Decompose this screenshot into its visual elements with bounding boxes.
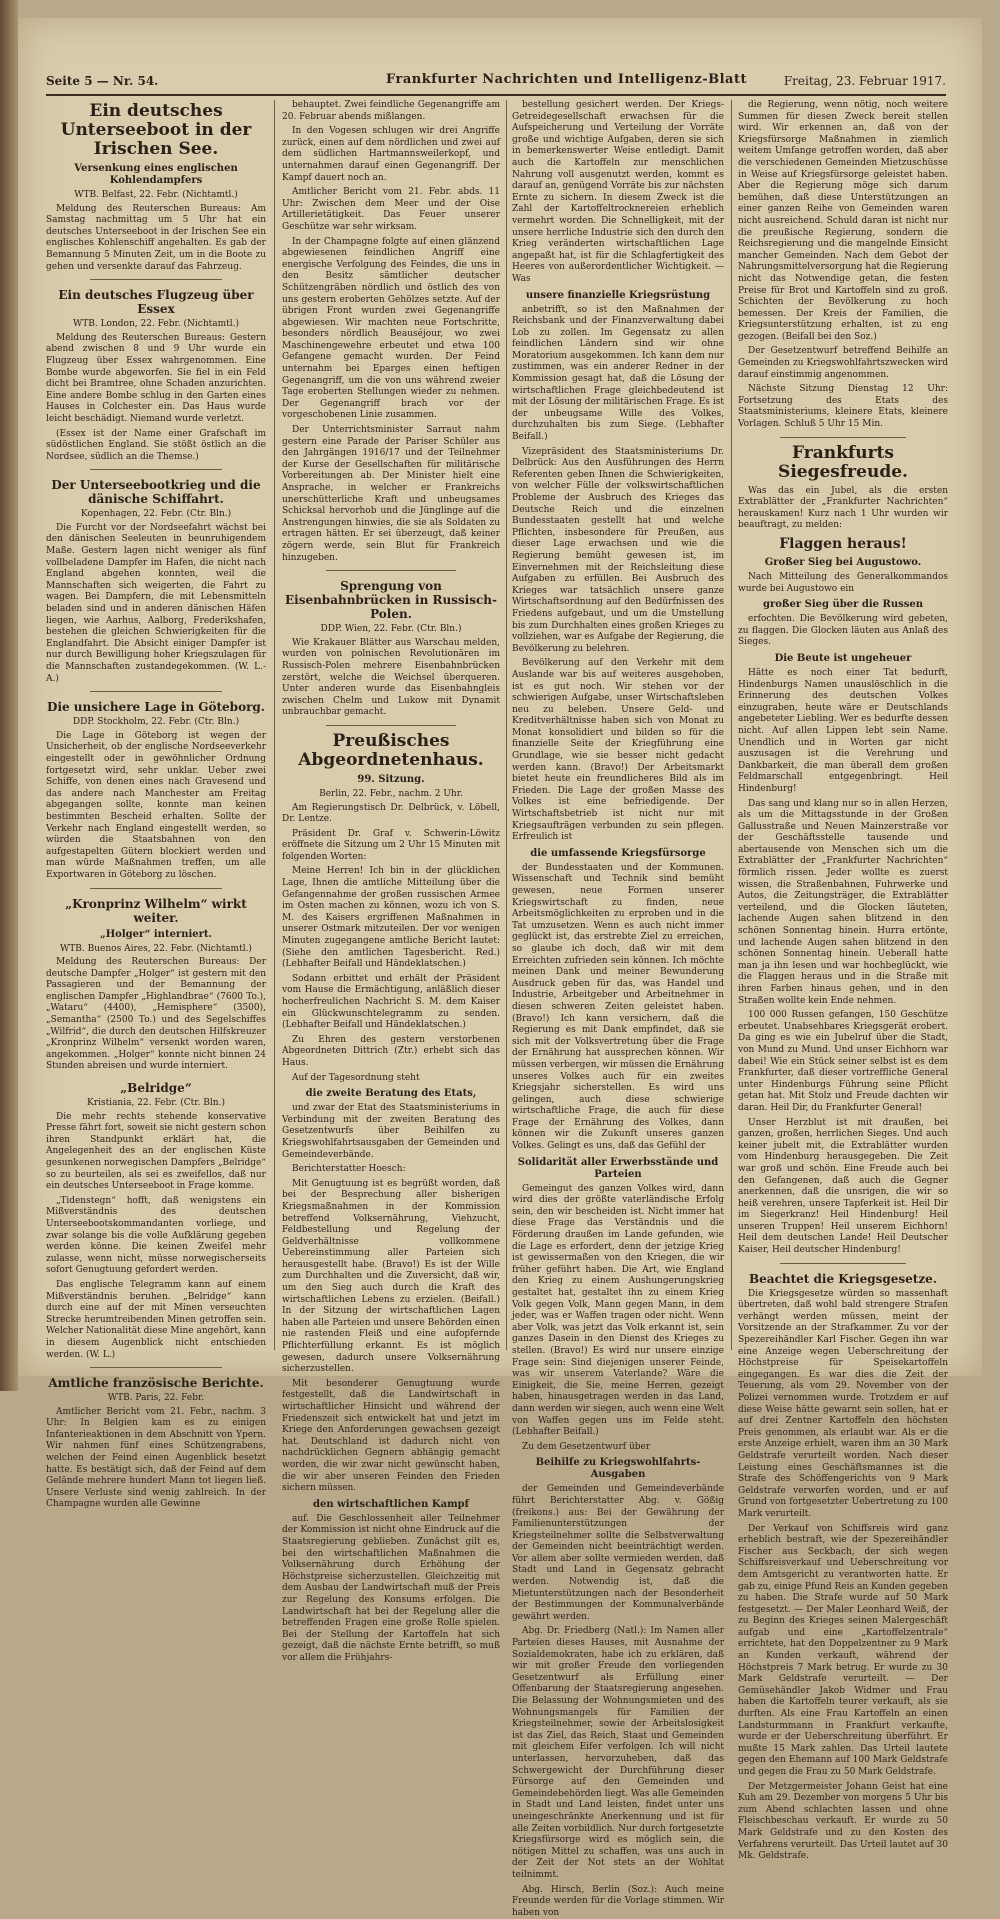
- separator: [90, 691, 222, 692]
- article-title: Der Unterseebootkrieg und die dänische Schiffahrt.: [46, 478, 266, 506]
- paragraph: Die mehr rechts stehende konservative Presse fährt fort, soweit sie nicht gestern schon ihren Standpunkt erklärt hat, die Angelegenheit des an der englischen Küste gesunkenen norwegischen Dampfers „Belridge“ so zu beurteilen, als sei es zweifellos, daß nur ein deutsches Unterseeboot in Frage komme.: [46, 1112, 266, 1193]
- dateline: WTB. Paris, 22. Febr.: [46, 1393, 266, 1405]
- paragraph: Abg. Hirsch, Berlin (Soz.): Auch meine Freunde werden für die Vorlage stimmen. Wir haben von: [512, 1885, 724, 1919]
- paragraph: In der Champagne folgte auf einen glänzend abgewiesenen feindlichen Angriff eine energische Verfolgung des Feindes, die uns in den Besitz sämtlicher deutscher Schützengräben nördlich und östlich des von uns gestern eroberten Gehölzes setzte. Auf der übrigen Front wurden zwei Gegenangriffe abgewiesen. Wir machten neue Fortschritte, besonders nördlich Beauséjour, wo zwei Maschinengewehre erbeutet und etwa 100 Gefangene gemacht wurden. Der Feind unternahm bei Eparges einen heftigen Gegenangriff, um die von uns während zweier Tage eroberten Stellungen wieder zu nehmen. Der Gegenangriff brach vor der vorgeschobenen Linie zusammen.: [282, 237, 500, 423]
- paragraph: auf. Die Geschlossenheit aller Teilnehmer der Kommission ist nicht ohne Eindruck auf die Staatsregierung geblieben. Zunächst gilt es, bei den wirtschaftlichen Maßnahmen die Volksernährung durch Erhöhung der Höchstpreise sicherzustellen. Gleichzeitig mit dem Ausbau der Landwirtschaft muß der Preis zur Regelung des Konsums erfolgen. Die Landwirtschaft hat bei der Regelung aller die betreffenden Fragen eine große Rolle spielen. Bei der Stellung der Kartoffeln hat sich gezeigt, daß die nächste Ernte betrifft, so muß vor allem die Frühjahrs-: [282, 1514, 500, 1665]
- section-heading: den wirtschaftlichen Kampf: [282, 1499, 500, 1511]
- dateline: Berlin, 22. Febr., nachm. 2 Uhr.: [282, 789, 500, 801]
- paragraph: Nach Mitteilung des Generalkommandos wurde bei Augustowo ein: [738, 572, 948, 595]
- paragraph: Der Metzgermeister Johann Geist hat eine Kuh am 29. Dezember von morgens 5 Uhr bis zum Abend schlachten lassen und ohne Fleischbeschau verkauft. Er wurde zu 50 Mark Geldstrafe und zu den Kosten des Verfahrens verurteilt. Das Urteil lautet auf 30 Mk. Geldstrafe.: [738, 1782, 948, 1863]
- article-title: Frankfurts Siegesfreude.: [738, 444, 948, 482]
- dateline: DDP. Wien, 22. Febr. (Ctr. Bln.): [282, 624, 500, 636]
- section-heading: die zweite Beratung des Etats,: [282, 1088, 500, 1100]
- separator: [90, 279, 222, 280]
- paragraph: Abg. Dr. Friedberg (Natl.): Im Namen aller Parteien dieses Hauses, mit Ausnahme der Sozialdemokraten, habe ich zu erklären, daß wir mit großer Freude den vorliegenden Gesetzentwurf als Erfüllung einer Offenbarung der Staatsregierung angesehen. Die Belassung der Wohnungsmieten und des Wohnungsmangels für Familien der Kriegsteilnehmer, sowie der Arbeitslosigkeit ist das Ziel, das Reich, Staat und Gemeinden mit gleichem Eifer verfolgen. Ich will nicht unterlassen, hervorzuheben, daß das Schwergewicht der Durchführung dieser Fürsorge auf den Gemeinden und Gemeindebehörden liegt. Was alle Gemeinden in Stadt und Land leisten, findet unter uns uneingeschränkte Anerkennung und ist für alle Zeiten vorbildlich. Nur durch fortgesetzte Kriegsfürsorge wird es möglich sein, die nötigen Mittel zu schaffen, was uns auch in der Zeit der Not stets an der Wohltat teilnimmt.: [512, 1626, 724, 1881]
- paragraph: behauptet. Zwei feindliche Gegenangriffe am 20. Februar abends mißlangen.: [282, 100, 500, 123]
- paragraph: Meine Herren! Ich bin in der glücklichen Lage, Ihnen die amtliche Mitteilung über die Gefangennahme der großen russischen Armee im Osten machen zu können, wozu ich von S. M. des Kaisers ergriffenen Maßnahmen in unserer Ostmark mitzuteilen. Der vor wenigen Minuten zugegangene amtliche Bericht lautet: (Siehe den amtlichen Tagesbericht. Red.) (Lebhafter Beifall und Händeklatschen.): [282, 866, 500, 970]
- paragraph: Zu Ehren des gestern verstorbenen Abgeordneten Dittrich (Ztr.) erhebt sich das Haus.: [282, 1035, 500, 1070]
- column-rule: [506, 100, 507, 1350]
- paragraph: Präsident Dr. Graf v. Schwerin-Löwitz eröffnete die Sitzung um 2 Uhr 15 Minuten mit folgenden Worten:: [282, 829, 500, 864]
- paragraph: Unser Herzblut ist mit draußen, bei ganzen, großen, herrlichen Sieges. Und auch keiner jubelt mit, die Extrablätter wurden vom Hindenburg herausgegeben. Die Zeit war groß und schön. Eine Freude auch bei den Gefangenen, daß auch die Gegner anerkennen, daß die unsrigen, die wir so heiß verehren, unsere Tapferkeit ist. Heil Dir im Siegerkranz! Heil Hindenburg! Heil unseren Truppen! Heil unserem Eichhorn! Heil dem deutschen Lande! Heil Deutscher Kaiser, Heil deutscher Hindenburg!: [738, 1118, 948, 1257]
- paragraph: Auf der Tagesordnung steht: [282, 1073, 500, 1085]
- paragraph: Mit besonderer Genugtuung wurde festgestellt, daß die Landwirtschaft in wirtschaftlicher Hinsicht und während der Friedenszeit sich entwickelt hat und jetzt im Kriege den Anforderungen gewachsen gezeigt hat. Deutschland ist dadurch nicht von nachdrücklichen Gegnern abhängig gemacht worden, die wir zwar nicht gewünscht haben, die wir aber unseren Feinden den Frieden sichern müssen.: [282, 1379, 500, 1495]
- separator: [326, 725, 457, 726]
- paragraph: Meldung des Reuterschen Bureaus: Gestern abend zwischen 8 und 9 Uhr wurde ein Flugzeug über Essex wahrgenommen. Eine Bombe wurde abgeworfen. Sie fiel in ein Feld dicht bei Bramtree, ohne Schaden anzurichten. Eine andere Bombe schlug in den Garten eines Hauses in Colchester ein. Das Haus wurde leicht beschädigt. Niemand wurde verletzt.: [46, 333, 266, 426]
- paragraph: bestellung gesichert werden. Der Kriegs-Getreidegesellschaft erwachsen für die Aufspeicherung und Verteilung der Vorräte große und wichtige Aufgaben, deren sie sich in bemerkenswerter Weise entledigt. Damit auch die Kartoffeln zur menschlichen Nahrung voll ausgenutzt werden, kommt es darauf an, genügend Vorräte bis zur nächsten Ernte zu sichern. In diesem Zweck ist die Zahl der Kartoffeltrocknereien erheblich vermehrt worden. Die Schnelligkeit, mit der unsere herrliche Industrie sich den durch den Krieg veränderten wirtschaftlichen Lage angepaßt hat, ist für die Schlagfertigkeit des Heeres von außerordentlicher Wichtigkeit. — Was: [512, 100, 724, 286]
- paragraph: und zwar der Etat des Staatsministeriums in Verbindung mit der zweiten Beratung des Gesetzentwurfs über Beihilfen zu Kriegswohlfahrtsausgaben der Gemeinden und Gemeindeverbände.: [282, 1103, 500, 1161]
- article-title: „Kronprinz Wilhelm“ wirkt weiter.: [46, 897, 266, 925]
- paragraph: Nächste Sitzung Dienstag 12 Uhr: Fortsetzung des Etats des Staatsministeriums, kleinere Etats, kleinere Vorlagen. Schluß 5 Uhr 15 Min.: [738, 384, 948, 430]
- masthead: Frankfurter Nachrichten und Intelligenz-Blatt: [386, 72, 747, 87]
- dateline: Kristiania, 22. Febr. (Ctr. Bln.): [46, 1098, 266, 1110]
- paragraph: Wie Krakauer Blätter aus Warschau melden, wurden von polnischen Revolutionären im Russisch-Polen mehrere Eisenbahnbrücken zerstört, welche die Weichsel überqueren. Unter anderen wurde das Eisenbahngleis zwischen Chelm und Lukow mit Dynamit unbrauchbar gemacht.: [282, 638, 500, 719]
- paragraph: anbetrifft, so ist den Maßnahmen der Reichsbank und der Finanzverwaltung dabei Lob zu zollen. Im Gegensatz zu allen feindlichen Ländern sind wir ohne Moratorium ausgekommen. Ich kann dem nur zustimmen, was ein anderer Redner in der Kommission gesagt hat, daß die Lösung der wirtschaftlichen Frage gleichbedeutend ist mit der Lösung der militärischen Frage. Es ist der unbeugsame Wille des Volkes, durchzuhalten bis zum Siege. (Lebhafter Beifall.): [512, 305, 724, 444]
- page-header: [46, 70, 946, 96]
- paragraph: die Regierung, wenn nötig, noch weitere Summen für diesen Zweck bereit stellen wird. Wir erkennen an, daß von der Kriegsfürsorge Maßnahmen in ziemlich weitem Umfange getroffen worden, daß aber die verschiedenen Gemeinden Mietzuschüsse in Weise auf Kriegsfürsorge geleistet haben. Aber die Regierung möge sich darum bemühen, daß diese Unterstützungen an einer ganzen Reihe von Gemeinden waren nicht ausreichend. Schuld daran ist nicht nur die preußische Regierung, sondern die Reichsregierung und die mangelnde Einsicht mancher Gemeinden. Nach dem Gebot der Nahrungsmittelversorgung hat die Regierung nicht das Notwendige getan, die festen Preise für Brot und Kartoffeln sind zu groß. Schichten der Bevölkerung zu hoch bemessen. Der Kreis der Familien, die Kriegsunterstützung erhalten, ist zu eng gezogen. (Beifall bei den Soz.): [738, 100, 948, 343]
- paragraph: Amtlicher Bericht vom 21. Febr. abds. 11 Uhr: Zwischen dem Meer und der Oise Artillerietätigkeit. Das Feuer unserer Geschütze war sehr wirksam.: [282, 187, 500, 233]
- column-rule: [274, 100, 275, 1350]
- dateline: Kopenhagen, 22. Febr. (Ctr. Bln.): [46, 509, 266, 521]
- article-subtitle: Versenkung eines englischen Kohlendampfers: [46, 163, 266, 187]
- separator: [90, 1367, 222, 1368]
- paragraph: Das sang und klang nur so in allen Herzen, als um die Mittagsstunde in der Großen Gallusstraße und Neuen Mainzerstraße vor der Geschäftsstelle tausende und abertausende von Menschen sich um die Extrablätter der „Frankfurter Nachrichten“ förmlich rissen. Jeder wollte es zuerst wissen, die Straßenbahnen, Fuhrwerke und Autos, die Zeitungsträger, die Extrablätter verteilend, und die Glocken läuteten, lachende Augen sahen blitzend in den schönen Sonnentag hinein. Hurra ertönte, und lachende Augen sahen blitzend in den schönen Sonnentag hinein. Ueberall hatte man ja ihn lesen und war hochbeglückt, wie die Flaggen heraus und in die Straße mit ihren Farben hinaus gehen, und in den Straßen wollte kein Ende nehmen.: [738, 799, 948, 1008]
- paragraph: Zu dem Gesetzentwurf über: [512, 1442, 724, 1454]
- paragraph: Hätte es noch einer Tat bedurft, Hindenburgs Namen unauslöschlich in die Erinnerung des deutschen Volkes einzugraben, heute wäre er Deutschlands angebeteter Liebling. Wer es bedurfte dessen nicht. Auf allen Lippen lebt sein Name. Unendlich und in Worten gar nicht auszusagen ist die Verehrung und Dankbarkeit, die man überall dem großen Feldmarschall entgegenbringt. Heil Hindenburg!: [738, 668, 948, 796]
- article-title: Ein deutsches Flugzeug über Essex: [46, 288, 266, 316]
- section-heading: Beihilfe zu Kriegswohlfahrts-Ausgaben: [512, 1457, 724, 1481]
- paragraph: „Tidenstegn“ hofft, daß wenigstens ein Mißverständnis des deutschen Unterseebootskommandanten vorliege, und zwar solange bis die volle Aufklärung gegeben werden könne. Die keinen Zweifel mehr zulasse, wenn nicht, müsse norwegischerseits sofort Genugtuung gefordert werden.: [46, 1196, 266, 1277]
- article-title: Sprengung von Eisenbahnbrücken in Russisch-Polen.: [282, 579, 500, 621]
- paragraph: Die Furcht vor der Nordseefahrt wächst bei den dänischen Seeleuten in beunruhigendem Maße. Gestern lagen nicht weniger als fünf vollbeladene Dampfer im Hafen, die nicht nach England abgehen konnten, weil die Mannschaften sich weigerten, die Fahrt zu wagen. Bei Dampfern, die mit Lebensmitteln beladen sind und in anderen dänischen Häfen liegen, wie Aarhus, Aalborg, Frederikshafen, bestehen die gleichen Schwierigkeiten für die Englandfahrt. Die Absicht einiger Dampfer ist nur durch Bewilligung hoher Kriegszulagen für die Mannschaften zustandegekommen. (W. L.-A.): [46, 523, 266, 685]
- column-4: [738, 100, 948, 1350]
- article-title: „Belridge“: [46, 1081, 266, 1095]
- paragraph: Was das ein Jubel, als die ersten Extrablätter der „Frankfurter Nachrichten“ herauskamen! Kurz nach 1 Uhr wurden wir beauftragt, zu melden:: [738, 486, 948, 532]
- article-subtitle: 99. Sitzung.: [282, 774, 500, 786]
- article-title: Die unsichere Lage in Göteborg.: [46, 700, 266, 714]
- paragraph: der Bundesstaaten und der Kommunen. Wissenschaft und Technik sind bemüht gewesen, neue Formen unserer Kriegswirtschaft zu finden, neue Arbeitsmöglichkeiten zu erproben und in die Tat umzusetzen. Wenn es auch nicht immer geglückt ist, das erstrebte Ziel zu erreichen, so glaube ich doch, daß wir mit dem Erreichten zufrieden sein können. Ich möchte meinen Dank und meiner Bewunderung Ausdruck geben für das, was Handel und Industrie, Arbeitgeber und Arbeitnehmer in diesen schweren Zeiten geleistet haben. (Bravo!) Ich kann versichern, daß die Regierung es mit Dank empfindet, daß sie sich mit der Volksvertretung über die Frage der Ernährung hat aussprechen können. Wir müssen verbergen, wir müssen die Ernährung unseres Volkes auch für ein zweites Kriegsjahr sicherstellen. Es wird uns gelingen, auch diese schwierige wirtschaftliche Frage, die auch für diese Frage der Ernährung des Volkes, dann können wir die Zukunft unseres ganzen Volkes. Gelingt es uns, daß das Gefühl der: [512, 863, 724, 1153]
- section-heading: unsere finanzielle Kriegsrüstung: [512, 290, 724, 302]
- dateline: WTB. Buenos Aires, 22. Febr. (Nichtamtl.): [46, 944, 266, 956]
- paragraph: In den Vogesen schlugen wir drei Angriffe zurück, einen auf dem nördlichen und zwei auf dem südlichen Hartmannsweilerkopf, und unternahmen darauf einen Gegenangriff. Der Kampf dauert noch an.: [282, 126, 500, 184]
- banner-subheadline: großer Sieg über die Russen: [738, 599, 948, 611]
- dateline: WTB. Belfast, 22. Febr. (Nichtamtl.): [46, 190, 266, 202]
- banner-headline: Flaggen heraus!: [738, 536, 948, 553]
- article-title: Preußisches Abgeordnetenhaus.: [282, 732, 500, 770]
- page-number: Seite 5 — Nr. 54.: [46, 74, 158, 88]
- paragraph: Berichterstatter Hoesch:: [282, 1164, 500, 1176]
- paragraph: Der Verkauf von Schiffsreis wird ganz erheblich bestraft, wie der Spezereihändler Fischer aus Seckbach, der sich wegen Schiffsreisverkauf und Ueberschreitung vor dem Amtsgericht zu verantworten hatte. Er gab zu, einige Pfund Reis an Kunden gegeben zu haben. Die Strafe wurde auf 50 Mark festgesetzt. — Der Maler Leonhard Weiß, der zu Beginn des Krieges seinen Malergeschäft aufgab und eine „Kartoffelzentrale“ errichtete, hat den Doppelzentner zu 9 Mark an Kunden verkauft, während der Höchstpreis 7 Mark betrug. Er wurde zu 30 Mark Geldstrafe verurteilt. — Der Gemüsehändler Jakob Widmer und Frau haben die Kartoffeln teurer verkauft, als sie durften. Als eine Frau Kartoffeln an einen Landsturmmann in Frankfurt verkaufte, wurde er der Ueberschreitung überführt. Er mußte 15 Mark zahlen. Das Urteil lautete gegen den Ehemann auf 100 Mark Geldstrafe und gegen die Frau zu 50 Mark Geldstrafe.: [738, 1524, 948, 1779]
- article-subtitle: „Holger“ interniert.: [46, 929, 266, 941]
- paragraph: der Gemeinden und Gemeindeverbände führt Berichterstatter Abg. v. Gößig (freikons.) aus: Bei der Gewährung der Familienunterstützungen der Kriegsteilnehmer sollte die Selbstverwaltung der Gemeinden nicht beeinträchtigt werden. Vor allem aber sollte vermieden werden, daß Stadt und Land in Gegensatz gebracht werden. Notwendig ist, daß die Mietunterstützungen nach der Besonderheit der Bestimmungen der Kommunalverbände gewährt werden.: [512, 1484, 724, 1623]
- dateline: WTB. London, 22. Febr. (Nichtamtl.): [46, 319, 266, 331]
- separator: [780, 437, 906, 438]
- column-1: [46, 100, 266, 1350]
- section-heading: die umfassende Kriegsfürsorge: [512, 848, 724, 860]
- paragraph: Meldung des Reuterschen Bureaus: Der deutsche Dampfer „Holger“ ist gestern mit den Passagieren und der Bemannung der englischen Dampfer „Highlandbrae“ (7600 To.), „Wataru“ (4400), „Hemisphere“ (3500), „Semantha“ (2500 To.) und des Segelschiffes „Wilfrid“, die durch den deutschen Hilfskreuzer „Kronprinz Wilhelm“ versenkt worden waren, angekommen. „Holger“ konnte nicht binnen 24 Stunden abreisen und wurde interniert.: [46, 957, 266, 1073]
- paragraph: Vizepräsident des Staatsministeriums Dr. Delbrück: Aus den Ausführungen des Herrn Referenten geben Ihnen die Schwierigkeiten, von welcher Fülle der volkswirtschaftlichen Probleme der Ausbruch des Krieges das Deutsche Reich und die einzelnen Bundesstaaten gestellt hat und welche Pflichten, insbesondere für Preußen, aus dieser Lage erwachsen und wie die Regierung bemüht gewesen ist, im Einvernehmen mit der Reichsleitung diese Aufgaben zu erfüllen. Bei Ausbruch des Krieges war tatsächlich unsere ganze Wirtschaftsordnung auf den Bedürfnissen des Friedens aufgebaut, und um die Umstellung bis zum Durchhalten eines großen Krieges zu vollziehen, war es Aufgabe der Regierung, die Bevölkerung zu belehren.: [512, 447, 724, 656]
- paragraph: Der Unterrichtsminister Sarraut nahm gestern eine Parade der Pariser Schüler aus den Jahrgängen 1916/17 und der Teilnehmer der Kurse der Gesellschaften für militärische Vorbereitungen ab. Der Minister hielt eine Ansprache, in welcher er Frankreichs unerschütterliche Kraft und unbeugsames Schicksal hervorhob und die Jünglinge auf die Anstrengungen hinwies, die sie als Soldaten zu ertragen hätten. Er sei überzeugt, daß keiner zögern werde, sein Blut für Frankreich hinzugeben.: [282, 425, 500, 564]
- paragraph: Die Lage in Göteborg ist wegen der Unsicherheit, ob der englische Nordseeverkehr eingestellt oder in gewöhnlicher Ordnung fortgesetzt wird, sehr unklar. Ueber zwei Schiffe, von denen eines nach Gravesend und das andere nach Manchester am Freitag abgegangen sollte, konnte man keinen bestimmten Bescheid erhalten. Sollte der Verkehr nach England eingestellt werden, so würden die Staatsbahnen von den aufgestapelten Gütern blockiert werden und man würde Maßnahmen treffen, um alle Exportwaren in Göteborg zu löschen.: [46, 731, 266, 882]
- separator: [90, 888, 222, 889]
- section-heading: Solidarität aller Erwerbsstände und Parteien: [512, 1157, 724, 1181]
- banner-subheadline: Großer Sieg bei Augustowo.: [738, 557, 948, 569]
- book-binding: [0, 0, 18, 1391]
- section-heading: Die Beute ist ungeheuer: [738, 653, 948, 665]
- column-3: [512, 100, 724, 1350]
- paragraph: Der Gesetzentwurf betreffend Beihilfe an Gemeinden zu Kriegswohlfahrtszwecken wird darauf einstimmig angenommen.: [738, 346, 948, 381]
- separator: [780, 1263, 906, 1264]
- column-2: [282, 100, 500, 1350]
- paragraph: Gemeingut des ganzen Volkes wird, dann wird dies der größte vaterländische Erfolg sein, den wir bescheiden ist. Nicht immer hat diese Frage das Verständnis und die Förderung draußen im Lande gefunden, wie die Lage es erfordert, denn der jetzige Krieg ist gewissermaßen von den Kriegen, die wir früher geführt haben. Die Art, wie England den Krieg zu einem Aushungerungskrieg gestaltet hat, gestaltet ihn zu einem Krieg Volk gegen Volk, Mann gegen Mann, in dem jeder, was er Waffen tragen oder nicht. Wenn aber Volk, was jetzt das Volk erkannt ist, sein ganzes Dasein in den Dienst des Krieges zu stellen. (Bravo!) Es wird nur unsere einzige Frage sein: Sind diejenigen unserer Feinde, was wir unserem Vaterlande? Wäre die Einigkeit, die Sie, meine Herren, gezeigt haben, hinausgetragen werden in das Land, dann werden wir siegen, auch wenn eine Welt von Waffen gegen uns im Felde steht. (Lebhafter Beifall.): [512, 1184, 724, 1439]
- paragraph: Meldung des Reuterschen Bureaus: Am Samstag nachmittag um 5 Uhr hat ein deutsches Unterseeboot in der Irischen See ein englisches Kohlenschiff angehalten. Es gab der Bemannung 5 Minuten Zeit, um in die Boote zu gehen und versenkte darauf das Fahrzeug.: [46, 204, 266, 274]
- article-title: Ein deutsches Unterseeboot in der Irischen See.: [46, 102, 266, 159]
- paragraph: Die Kriegsgesetze würden so massenhaft übertreten, daß wohl bald strengere Strafen verhängt werden müssen, meint der Vorsitzende an der Strafkammer. Zu vor der Spezereihändler Karl Fischer. Gegen ihn war eine Anzeige wegen Ueberschreitung der Höchstpreise für Speisekartoffeln eingegangen. Es war dies die Zeit der Teuerung, als vom 29. November von der Polizei vernommen wurde. Trotzdem er auf diese Weise hätte gewarnt sein sollen, hat er auf drei Zentner Kartoffeln den höchsten Preis genommen, als erlaubt war. Als er die erste Anzeige erhielt, waren ihm an 30 Mark Geldstrafe verurteilt worden. Nach dieser Leistung eines Geschäftsmannes ist die Strafe des Schöffengerichts von 9 Mark Geldstrafe verworfen worden, und er auf Grund von fortgesetzter Uebertretung zu 100 Mark verurteilt.: [738, 1289, 948, 1521]
- paragraph: Das englische Telegramm kann auf einem Mißverständnis beruhen. „Belridge“ kann durch eine auf der mit Minen verseuchten Strecke herumtreibenden Minen getroffen sein. Welcher Nationalität diese Mine angehört, kann in diesem Augenblick nicht entschieden werden. (W. L.): [46, 1280, 266, 1361]
- separator: [326, 570, 457, 571]
- paragraph: (Essex ist der Name einer Grafschaft im südöstlichen England. Sie stößt östlich an die Nordsee, südlich an die Themse.): [46, 429, 266, 464]
- paragraph: Sodann erbittet und erhält der Präsident vom Hause die Ermächtigung, anläßlich dieser hocherfreulichen Nachricht S. M. dem Kaiser ein Glückwunschtelegramm zu senden. (Lebhafter Beifall und Händeklatschen.): [282, 974, 500, 1032]
- dateline: DDP. Stockholm, 22. Febr. (Ctr. Bln.): [46, 717, 266, 729]
- paragraph: Amtlicher Bericht vom 21. Febr., nachm. 3 Uhr: In Belgien kam es zu einigen Infanterieaktionen in dem Abschnitt von Ypern. Wir nahmen fünf eines Schützengrabens, welchen der Feind einen Augenblick besetzt hatte. Es bestätigt sich, daß der Feind auf dem Gelände mehrere hundert Mann tot liegen ließ. Unsere Verluste sind wenig zahlreich. In der Champagne wurden alle Gewinne: [46, 1407, 266, 1511]
- paragraph: 100 000 Russen gefangen, 150 Geschütze erbeutet. Unabsehbares Kriegsgerät erobert. Da ging es wie ein Jubelruf über die Stadt, von Mund zu Mund. Und unser Eichhorn war dabei! Wie ein Stück seiner selbst ist es dem Frankfurter, daß dieser vortreffliche General unter Hindenburgs Führung seine Pflicht getan hat. Mit Stolz und Freude dachten wir daran. Heil Dir, du Frankfurter General!: [738, 1010, 948, 1114]
- paragraph: erfochten. Die Bevölkerung wird gebeten, zu flaggen. Die Glocken läuten aus Anlaß des Sieges.: [738, 614, 948, 649]
- paragraph: Am Regierungstisch Dr. Delbrück, v. Löbell, Dr. Lentze.: [282, 803, 500, 826]
- column-rule: [731, 100, 732, 1350]
- issue-date: Freitag, 23. Februar 1917.: [784, 74, 946, 88]
- article-title: Amtliche französische Berichte.: [46, 1376, 266, 1390]
- paragraph: Bevölkerung auf den Verkehr mit dem Auslande war bis auf weiteres ausgehoben, ist es gut noch. Wir stehen vor der schwierigen Aufgabe, unser Wirtschaftsleben neu zu beleben. Unsere Geld- und Kreditverhältnisse haben sich von Monat zu Monat konsolidiert und bilden so für die finanzielle Seite der Kriegführung eine Grundlage, wie sie besser nicht gedacht werden kann. (Bravo!) Der Arbeitsmarkt bietet heute ein freundlicheres Bild als im Frieden. Die Lage der großen Masse des Volkes ist eine befriedigende. Der Wirtschaftsbetrieb ist nicht nur mit Kriegsaufträgen verbunden zu sein pflegen. Erfreulich ist: [512, 658, 724, 844]
- separator: [90, 469, 222, 470]
- article-title: Beachtet die Kriegsgesetze.: [738, 1272, 948, 1286]
- paragraph: Mit Genugtuung ist es begrüßt worden, daß bei der Besprechung aller bisherigen Kriegsmaßnahmen in der Kommission betreffend Volksernährung, Viehzucht, Feldbestellung und Regelung der Geldverhältnisse vollkommene Uebereinstimmung aller Parteien sich herausgestellt habe. (Bravo!) Es ist der Wille zum Durchhalten und die Zuversicht, daß wir, um den Sieg auch durch die Kraft des wirtschaftlichen Lebens zu erzielen. (Beifall.) In der Sitzung der wirtschaftlichen Lagen haben alle Parteien und unsere Behörden einen nie rastenden Fleiß und eine aufopfernde Pflichterfüllung erkannt. Es ist möglich gewesen, dadurch unsere Volksernährung sicherzustellen.: [282, 1179, 500, 1376]
